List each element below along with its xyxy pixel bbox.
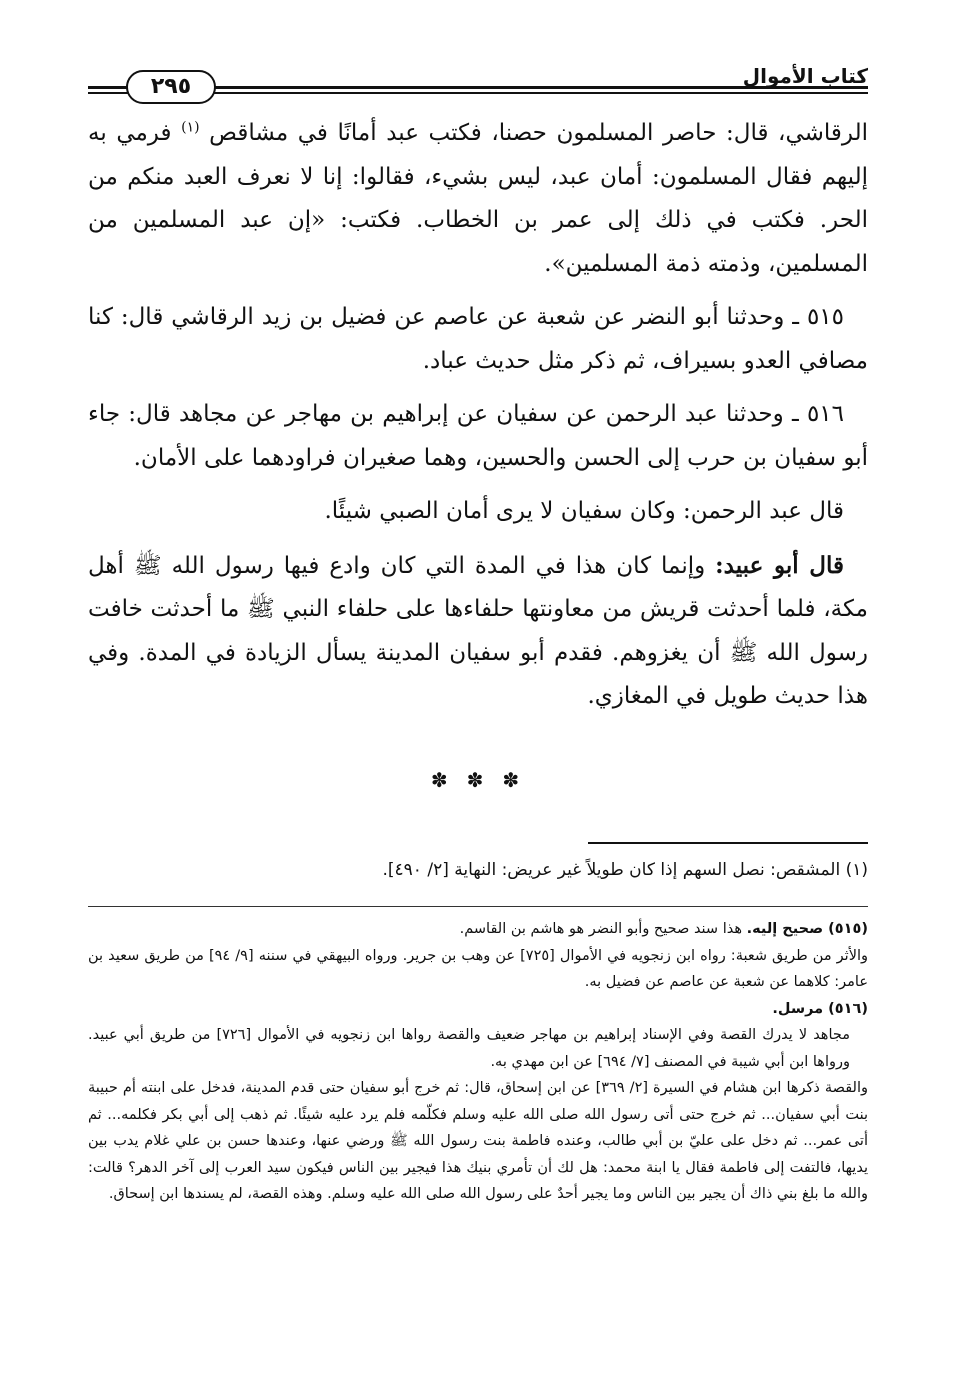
paragraph-continuation [88,112,868,286]
notes-divider [88,906,868,907]
paragraph-text: وإنما كان هذا في المدة التي كان وادع فيها رسول الله ﷺ أهل مكة، فلما أحدثت قريش من معاونتها حلفاءها على حلفاء النبي ﷺ ما أحدثت خافت رسول الله ﷺ أن يغزوهم. فقدم أبو سفيان المدينة يسأل الزيادة في المدة. وفي هذا حديث طويل في المغازي. [88,552,868,709]
main-text [88,112,868,729]
comment-abu-ubaid [88,544,868,719]
takhrij-notes [88,916,868,1208]
footnote-rule [588,842,868,844]
page-number: ٢٩٥ [126,70,216,104]
hadith-516: ٥١٦ ـ وحدثنا عبد الرحمن عن سفيان عن إبراهيم بن مهاجر عن مجاهد قال: جاء أبو سفيان بن حرب إلى الحسن والحسين، وهما صغيران فراودهما على الأمان. [88,401,868,471]
note-516-header: (٥١٦) مرسل. [772,1000,868,1017]
footnote-reference: (١) [181,119,200,136]
note-516-story: والقصة ذكرها ابن هشام في السيرة [٢/ ٣٦٩] عن ابن إسحاق، قال: ثم خرج أبو سفيان حتى قدم المدينة، فدخل على ابنته أم حبيبة بنت أبي سفيان... ثم خرج حتى أتى رسول الله صلى الله عليه وسلم فكلّمه فلم يرد عليه شيئًا. ثم ذهب إلى أبي بكر فكلمه... ثم أتى عمر... ثم دخل على عليّ بن أبي طالب، وعنده فاطمة بنت رسول الله ﷺ ورضي عنها، وعندها حسن بن علي غلام يدب بين يديها، فالتفت إلى فاطمة فقال يا ابنة محمد: هل لك أن تأمري بنيك هذا فيجير بين الناس فيكون سيد العرب إلى آخر الدهر؟ قالت: والله ما بلغ بني ذاك أن يجير بين الناس وما يجير أحدٌ على رسول الله صلى الله عليه وسلم. وهذه القصة، لم يسندها ابن إسحاق. [88,1080,869,1202]
speaker-label: قال أبو عبيد: [715,551,844,579]
hadith-515: ٥١٥ ـ وحدثنا أبو النضر عن شعبة عن عاصم عن فضيل بن زيد الرقاشي قال: كنا مصافي العدو بسيراف، ثم ذكر مثل حديث عباد. [88,304,868,374]
note-text: هذا سند صحيح وأبو النضر هو هاشم بن القاسم. [459,921,742,937]
paragraph-text: فرمي به إليهم فقال المسلمون: أمان عبد، ليس بشيء، فقالوا: إنا لا نعرف العبد منكم من الحر. فكتب في ذلك إلى عمر بن الخطاب. فكتب: «إن عبد المسلمين من المسلمين، وذمته ذمة المسلمين». [88,120,868,277]
note-516-body: مجاهد لا يدرك القصة وفي الإسناد إبراهيم بن مهاجر ضعيف والقصة رواها ابن زنجويه في الأموال [٧٢٦] من طريق أبي عبيد. ورواها ابن أبي شيبة في المصنف [٧/ ٦٩٤] عن ابن مهدي به. [88,1027,850,1070]
footnote-1: (١) المشقص: نصل السهم إذا كان طويلاً غير عريض: النهاية [٢/ ٤٩٠]. [382,860,868,880]
note-515-body: والأثر من طريق شعبة: رواه ابن زنجويه في الأموال [٧٢٥] عن وهب بن جرير. ورواه البيهقي في سننه [٩/ ٩٤] من طريق سعيد بن عامر: كلاهما عن شعبة عن عاصم عن فضيل به. [88,947,869,990]
book-title: كتاب الأموال [742,64,868,88]
section-separator: ✽ ✽ ✽ [430,768,526,792]
page-header [88,62,868,108]
comment-abdulrahman: قال عبد الرحمن: وكان سفيان لا يرى أمان الصبي شيئًا. [324,498,844,524]
note-515-header [88,916,868,943]
paragraph-text: الرقاشي، قال: حاصر المسلمون حصنا، فكتب عبد أمانًا في مشاقص [209,120,869,146]
note-label: (٥١٥) صحيح إليه. [746,921,868,937]
